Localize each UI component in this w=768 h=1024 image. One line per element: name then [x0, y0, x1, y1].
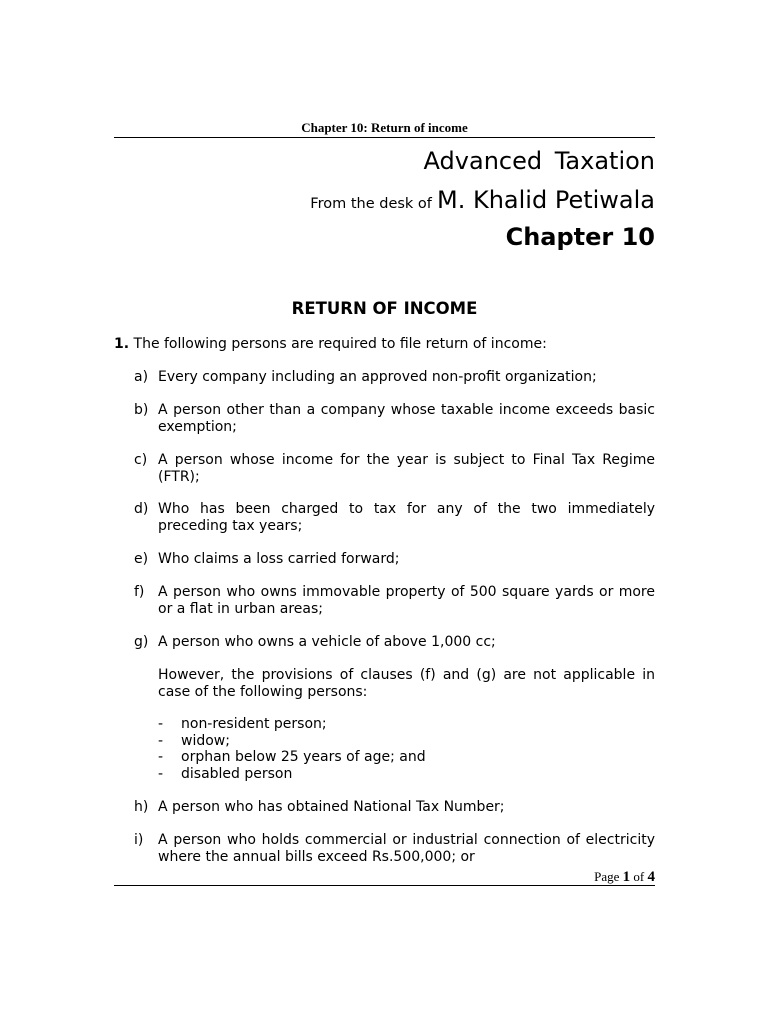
author-name: M. Khalid Petiwala	[437, 186, 655, 214]
list-item-label: a)	[134, 369, 149, 385]
list-item-text: Who claims a loss carried forward;	[158, 551, 400, 567]
page-current: 1	[622, 869, 631, 885]
running-header: Chapter 10: Return of income	[301, 120, 468, 135]
list-item-label: h)	[134, 799, 149, 815]
exception-item-text: widow;	[181, 733, 230, 749]
list-item-text: A person whose income for the year is subject to Final Tax Regime (FTR);	[158, 452, 655, 485]
list-item-label: i)	[134, 832, 144, 848]
list-item	[134, 402, 655, 435]
section-heading: RETURN OF INCOME	[291, 299, 478, 318]
course-title: Advanced Taxation	[423, 147, 655, 175]
list-item-text: A person who owns a vehicle of above 1,000 cc;	[158, 634, 496, 650]
page-total: 4	[647, 869, 655, 885]
list-item-label: e)	[134, 551, 149, 567]
list-item-text: A person who owns immovable property of 500 square yards or more or a flat in urban areas;	[158, 584, 655, 617]
document-page	[114, 0, 655, 1024]
exception-paragraph: However, the provisions of clauses (f) and (g) are not applicable in case of the following persons:	[158, 667, 655, 700]
list-item-label: d)	[134, 501, 149, 517]
list-item-text: Every company including an approved non-profit organization;	[158, 369, 597, 385]
list-item-text: Who has been charged to tax for any of the two immediately preceding tax years;	[158, 501, 655, 534]
list-item-text: A person who has obtained National Tax Number;	[158, 799, 505, 815]
page-word: Page	[594, 869, 620, 884]
author-line	[114, 184, 655, 220]
intro-paragraph	[114, 336, 655, 353]
exception-item-text: orphan below 25 years of age; and	[181, 749, 426, 765]
list-item	[134, 799, 655, 816]
list-item-label: c)	[134, 452, 148, 468]
list-item	[134, 584, 655, 617]
intro-number: 1.	[114, 336, 130, 352]
author-prefix: From the desk of	[310, 196, 432, 212]
header-rule	[114, 137, 655, 138]
intro-text: The following persons are required to file return of income:	[133, 336, 547, 352]
dash-bullet: -	[158, 733, 164, 749]
list-item-label: b)	[134, 402, 149, 418]
chapter-title: Chapter 10	[505, 223, 655, 251]
footer-rule	[114, 885, 655, 886]
dash-bullet: -	[158, 716, 164, 732]
exception-item-text: disabled person	[181, 766, 293, 782]
list-item-label: g)	[134, 634, 149, 650]
exception-item-text: non-resident person;	[181, 716, 327, 732]
list-item	[134, 369, 655, 386]
exception-item	[158, 749, 655, 766]
list-item-text: A person other than a company whose taxable income exceeds basic exemption;	[158, 402, 655, 435]
exception-item	[158, 716, 655, 733]
list-item	[134, 452, 655, 485]
list-item-text: A person who holds commercial or industrial connection of electricity where the annual bills exceed Rs.500,000; or	[158, 832, 655, 865]
dash-bullet: -	[158, 749, 164, 765]
list-item	[134, 634, 655, 651]
list-item-label: f)	[134, 584, 145, 600]
page-number	[594, 869, 655, 885]
of-word: of	[633, 869, 645, 884]
exception-item	[158, 733, 655, 750]
list-item	[134, 501, 655, 534]
exception-item	[158, 766, 655, 783]
list-item	[134, 832, 655, 865]
list-item	[134, 551, 655, 568]
dash-bullet: -	[158, 766, 164, 782]
